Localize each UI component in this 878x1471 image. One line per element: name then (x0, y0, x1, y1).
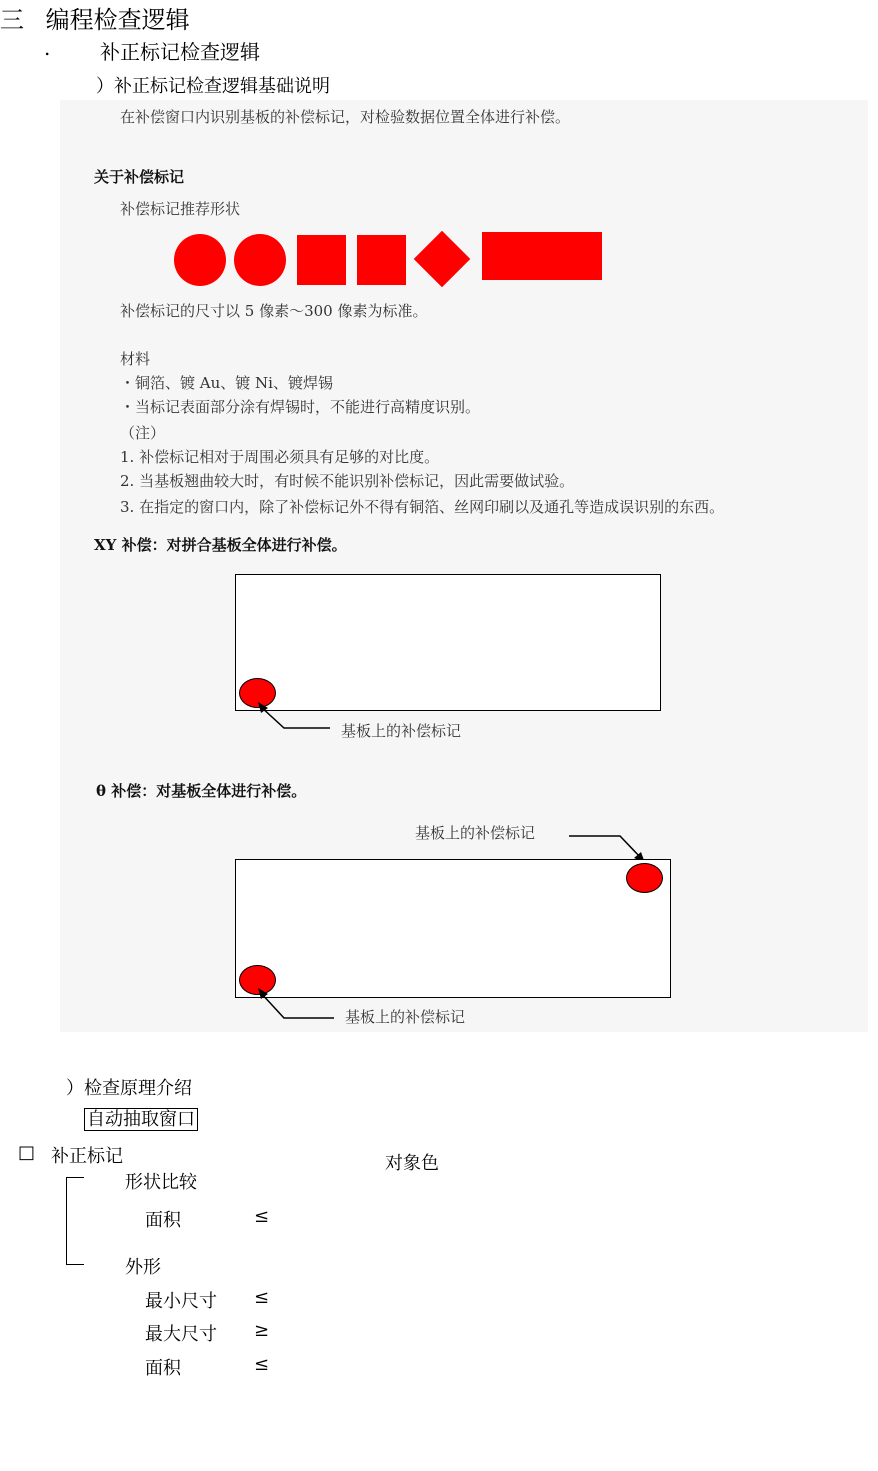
area2-label: 面积 (145, 1358, 181, 1379)
shape-circle-1 (174, 234, 226, 286)
subsection-bullet: . (44, 36, 51, 60)
note-1: 1. 补偿标记相对于周围必须具有足够的对比度。 (120, 448, 440, 466)
tree-connector (66, 1177, 67, 1265)
shape-square-2 (357, 235, 406, 285)
part1-title: 补正标记检查逻辑基础说明 (114, 76, 330, 97)
part1-prefix: ） (96, 76, 114, 97)
root-label: 补正标记 (51, 1146, 123, 1167)
max-size-label: 最大尺寸 (145, 1324, 217, 1345)
theta-mark-label-bottom: 基板上的补偿标记 (345, 1008, 466, 1026)
theta-board (235, 859, 671, 998)
theta-heading: θ 补偿：对基板全体进行补偿。 (96, 782, 307, 800)
material-item-1: ・铜箔、镀 Au、镀 Ni、镀焊锡 (120, 374, 333, 392)
section-number: 三 (0, 6, 24, 34)
auto-window-label: 自动抽取窗口 (84, 1108, 198, 1131)
part2-prefix: ） (66, 1078, 84, 1099)
part1-heading (96, 72, 330, 98)
about-heading: 关于补偿标记 (94, 168, 185, 186)
xy-board (235, 574, 661, 711)
material-heading: 材料 (120, 350, 151, 368)
part2-title: 检查原理介绍 (84, 1078, 192, 1099)
shape-diamond (414, 231, 471, 288)
area1-op: ≤ (254, 1206, 270, 1227)
tree-branch-bottom (66, 1264, 84, 1265)
min-size-label: 最小尺寸 (145, 1291, 217, 1312)
tree-branch-top (66, 1177, 84, 1178)
root-checkbox[interactable]: □ (18, 1142, 36, 1163)
auto-window-button[interactable] (84, 1105, 198, 1131)
theta-board-mark-top (626, 863, 663, 893)
shape-square-1 (297, 235, 346, 285)
area2-op: ≤ (254, 1354, 270, 1375)
theta-mark-label-top: 基板上的补偿标记 (415, 824, 536, 842)
xy-mark-label: 基板上的补偿标记 (341, 722, 462, 740)
max-size-op: ≥ (254, 1320, 270, 1341)
min-size-op: ≤ (254, 1287, 270, 1308)
part2-heading (66, 1074, 192, 1100)
note-3: 3. 在指定的窗口内，除了补偿标记外不得有铜箔、丝网印刷以及通孔等造成误识别的东西。 (120, 498, 725, 516)
scanned-figure (60, 100, 868, 1032)
shape-rectangle (482, 232, 602, 280)
shapes-label: 补偿标记推荐形状 (120, 200, 241, 218)
shape-compare-label: 形状比较 (125, 1172, 197, 1193)
theta-bottom-arrow (250, 982, 350, 1022)
size-note: 补偿标记的尺寸以 5 像素～300 像素为标准。 (120, 302, 428, 320)
section-title: 编程检查逻辑 (45, 6, 190, 34)
note-heading: （注） (120, 424, 166, 442)
area1-label: 面积 (145, 1210, 181, 1231)
note-2: 2. 当基板翘曲较大时，有时候不能识别补偿标记，因此需要做试验。 (120, 472, 575, 490)
material-item-2: ・当标记表面部分涂有焊锡时，不能进行高精度识别。 (120, 398, 481, 416)
target-color-label: 对象色 (385, 1153, 439, 1174)
subsection-title: 补正标记检查逻辑 (100, 40, 260, 64)
xy-heading: XY 补偿：对拼合基板全体进行补偿。 (94, 536, 347, 554)
section-heading (0, 0, 190, 35)
shape-circle-2 (234, 234, 286, 286)
outline-label: 外形 (125, 1257, 161, 1278)
intro-text: 在补偿窗口内识别基板的补偿标记，对检验数据位置全体进行补偿。 (120, 108, 571, 126)
xy-mark-arrow (250, 696, 350, 736)
